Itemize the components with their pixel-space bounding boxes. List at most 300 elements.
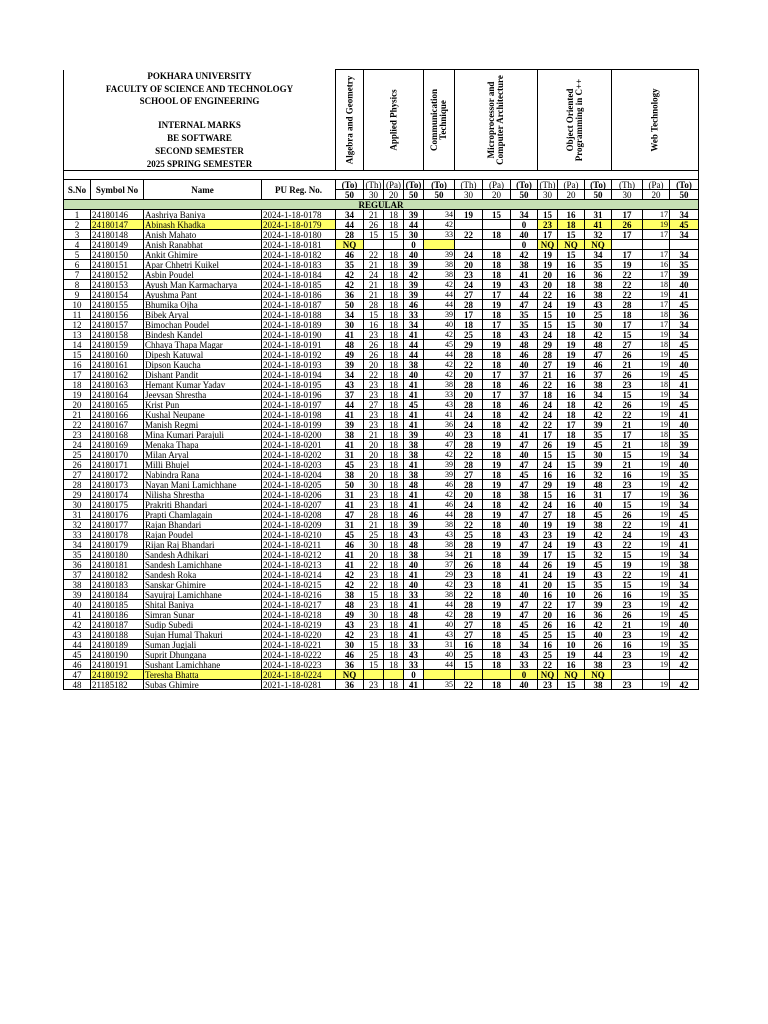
cell-ap-pa: 18	[384, 270, 404, 280]
cell-sno: 37	[64, 570, 91, 580]
cell-ap-to: 46	[404, 510, 424, 520]
cell-mc-to: 42	[511, 420, 538, 430]
cell-wt-th: 19	[612, 560, 643, 570]
cell-name: Manish Regmi	[144, 420, 262, 430]
cell-reg: 2024-1-18-0180	[262, 230, 336, 240]
cell-ct: 38	[424, 260, 455, 270]
cell-wt-to: 36	[670, 490, 699, 500]
cell-ap-th: 21	[364, 280, 384, 290]
cell-ap-to: 39	[404, 290, 424, 300]
cell-mc-pa: 18	[483, 400, 511, 410]
cell-sym: 24180189	[91, 640, 144, 650]
cell-wt-pa	[643, 670, 670, 680]
cell-reg: 2024-1-18-0199	[262, 420, 336, 430]
table-row	[64, 650, 699, 660]
cell-ap-pa: 18	[384, 520, 404, 530]
cell-name: Abinash Khadka	[144, 220, 262, 230]
cell-ag: 50	[336, 300, 364, 310]
cell-wt-th: 23	[612, 650, 643, 660]
table-row	[64, 440, 699, 450]
cell-wt-to: 34	[670, 320, 699, 330]
cell-reg: 2024-1-18-0216	[262, 590, 336, 600]
cell-wt-pa: 19	[643, 370, 670, 380]
cell-sno: 39	[64, 590, 91, 600]
cell-ap-th: 21	[364, 260, 384, 270]
cell-mc-to: 47	[511, 300, 538, 310]
cell-ap-th: 15	[364, 590, 384, 600]
cell-mc-pa: 18	[483, 310, 511, 320]
cell-wt-to: 35	[670, 640, 699, 650]
col-pa: (Pa)	[483, 180, 511, 190]
cell-ap-pa: 18	[384, 320, 404, 330]
cell-oo-th: 25	[538, 650, 558, 660]
cell-oo-th: 20	[538, 270, 558, 280]
cell-ap-pa: 18	[384, 350, 404, 360]
cell-ag: 42	[336, 270, 364, 280]
cell-ct: 42	[424, 280, 455, 290]
cell-wt-th: 27	[612, 340, 643, 350]
cell-mc-pa: 19	[483, 540, 511, 550]
cell-mc-th: 28	[455, 540, 483, 550]
cell-ap-pa: 18	[384, 290, 404, 300]
table-row	[64, 420, 699, 430]
cell-ct: 38	[424, 540, 455, 550]
cell-wt-pa: 17	[643, 300, 670, 310]
cell-reg: 2024-1-18-0186	[262, 290, 336, 300]
cell-mc-to: 37	[511, 370, 538, 380]
cell-wt-to: 43	[670, 530, 699, 540]
col-to: (To)	[404, 180, 424, 190]
cell-ag: 50	[336, 480, 364, 490]
cell-oo-to: NQ	[585, 670, 612, 680]
cell-name: Asbin Poudel	[144, 270, 262, 280]
cell-mc-to: 40	[511, 520, 538, 530]
cell-wt-to: 45	[670, 400, 699, 410]
cell-wt-th: 16	[612, 470, 643, 480]
cell-sno: 10	[64, 300, 91, 310]
cell-ct: 44	[424, 290, 455, 300]
cell-sno: 19	[64, 390, 91, 400]
cell-mc-th: 20	[455, 390, 483, 400]
cell-ap-th: 23	[364, 420, 384, 430]
cell-reg: 2024-1-18-0196	[262, 390, 336, 400]
cell-ap-to: 41	[404, 330, 424, 340]
cell-reg: 2024-1-18-0181	[262, 240, 336, 250]
cell-mc-to: 47	[511, 540, 538, 550]
cell-wt-th: 15	[612, 550, 643, 560]
cell-oo-th: 24	[538, 300, 558, 310]
cell-ct: 40	[424, 620, 455, 630]
cell-ap-th: 23	[364, 330, 384, 340]
cell-wt-to: 34	[670, 580, 699, 590]
cell-oo-pa: 16	[558, 260, 585, 270]
cell-mc-th: 20	[455, 260, 483, 270]
table-row	[64, 290, 699, 300]
cell-ap-to: 39	[404, 520, 424, 530]
cell-oo-pa: 18	[558, 510, 585, 520]
cell-sym: 24180156	[91, 310, 144, 320]
cell-ap-pa: 18	[384, 510, 404, 520]
cell-sym: 24180175	[91, 500, 144, 510]
cell-ap-pa: 18	[384, 400, 404, 410]
table-row	[64, 510, 699, 520]
cell-mc-to: 43	[511, 280, 538, 290]
cell-ct: 39	[424, 250, 455, 260]
cell-oo-to: 45	[585, 440, 612, 450]
cell-sym: 24180180	[91, 550, 144, 560]
cell-sym: 24180179	[91, 540, 144, 550]
cell-reg: 2024-1-18-0194	[262, 370, 336, 380]
cell-reg: 2024-1-18-0224	[262, 670, 336, 680]
cell-mc-th: 23	[455, 270, 483, 280]
cell-ap-to: 48	[404, 610, 424, 620]
cell-name: Ayush Man Karmacharya	[144, 280, 262, 290]
cell-wt-pa: 19	[643, 680, 670, 690]
cell-name: Shital Baniya	[144, 600, 262, 610]
cell-oo-pa: 16	[558, 470, 585, 480]
cell-ct: 44	[424, 600, 455, 610]
cell-ct: 42	[424, 580, 455, 590]
table-row	[64, 320, 699, 330]
cell-oo-th: 15	[538, 490, 558, 500]
col-th: (Th)	[455, 180, 483, 190]
cell-mc-to: 43	[511, 650, 538, 660]
cell-ct: 45	[424, 340, 455, 350]
cell-ct: 38	[424, 380, 455, 390]
cell-mc-th: 23	[455, 570, 483, 580]
cell-ap-pa: 18	[384, 490, 404, 500]
cell-mc-to: 44	[511, 560, 538, 570]
cell-sno: 38	[64, 580, 91, 590]
cell-sno: 25	[64, 450, 91, 460]
cell-ag: 46	[336, 540, 364, 550]
cell-reg: 2024-1-18-0184	[262, 270, 336, 280]
cell-sno: 14	[64, 340, 91, 350]
cell-wt-th: 23	[612, 630, 643, 640]
cell-sym: 24180158	[91, 330, 144, 340]
cell-oo-th: 16	[538, 640, 558, 650]
cell-ap-pa: 18	[384, 280, 404, 290]
cell-mc-th: 18	[455, 320, 483, 330]
cell-wt-pa: 19	[643, 500, 670, 510]
cell-oo-to: 45	[585, 560, 612, 570]
cell-reg: 2024-1-18-0202	[262, 450, 336, 460]
cell-oo-th: 20	[538, 610, 558, 620]
cell-oo-pa: 16	[558, 370, 585, 380]
cell-oo-th: 29	[538, 480, 558, 490]
table-row	[64, 660, 699, 670]
cell-reg: 2024-1-18-0219	[262, 620, 336, 630]
cell-ap-to: 39	[404, 260, 424, 270]
cell-oo-pa: 19	[558, 530, 585, 540]
cell-mc-th: 24	[455, 500, 483, 510]
cell-mc-th	[455, 220, 483, 230]
faculty-name: FACULTY OF SCIENCE AND TECHNOLOGY	[64, 82, 336, 95]
cell-sym: 24180170	[91, 450, 144, 460]
cell-wt-to: 34	[670, 250, 699, 260]
cell-sym: 24180163	[91, 380, 144, 390]
cell-mc-th: 29	[455, 340, 483, 350]
cell-wt-pa: 19	[643, 350, 670, 360]
cell-sym: 24180182	[91, 570, 144, 580]
cell-oo-to: 40	[585, 500, 612, 510]
cell-mc-to: 43	[511, 530, 538, 540]
cell-ap-th: 21	[364, 430, 384, 440]
cell-oo-pa: 18	[558, 430, 585, 440]
cell-ap-pa: 18	[384, 530, 404, 540]
cell-wt-pa: 17	[643, 270, 670, 280]
cell-ct	[424, 670, 455, 680]
cell-oo-th: 29	[538, 340, 558, 350]
col-to: (To)	[670, 180, 699, 190]
cell-ap-to: 41	[404, 420, 424, 430]
cell-mc-pa: 18	[483, 260, 511, 270]
cell-oo-to: 39	[585, 600, 612, 610]
cell-oo-th: 20	[538, 280, 558, 290]
cell-reg: 2024-1-18-0205	[262, 480, 336, 490]
cell-wt-to: 35	[670, 430, 699, 440]
cell-oo-pa: 19	[558, 300, 585, 310]
max-marks: 50	[336, 190, 364, 200]
cell-mc-pa: 18	[483, 660, 511, 670]
cell-ap-to: 38	[404, 550, 424, 560]
cell-wt-pa: 19	[643, 410, 670, 420]
cell-name: Chhaya Thapa Magar	[144, 340, 262, 350]
table-row	[64, 310, 699, 320]
cell-oo-to: 42	[585, 400, 612, 410]
cell-oo-to: 39	[585, 420, 612, 430]
cell-ap-th: 23	[364, 490, 384, 500]
cell-ct: 42	[424, 360, 455, 370]
cell-wt-to: 40	[670, 280, 699, 290]
cell-sno: 40	[64, 600, 91, 610]
table-row	[64, 360, 699, 370]
cell-mc-th: 25	[455, 650, 483, 660]
cell-mc-to: 40	[511, 230, 538, 240]
cell-oo-th: 19	[538, 260, 558, 270]
cell-name: Hemant Kumar Yadav	[144, 380, 262, 390]
cell-ap-th: 22	[364, 580, 384, 590]
cell-mc-pa: 17	[483, 320, 511, 330]
cell-oo-to: 31	[585, 490, 612, 500]
cell-mc-to: 47	[511, 480, 538, 490]
cell-oo-to: 39	[585, 460, 612, 470]
cell-ap-pa: 18	[384, 360, 404, 370]
cell-wt-th: 26	[612, 370, 643, 380]
cell-sno: 11	[64, 310, 91, 320]
cell-oo-to: 37	[585, 370, 612, 380]
cell-oo-th: 24	[538, 330, 558, 340]
cell-mc-pa: 19	[483, 460, 511, 470]
cell-ag: 36	[336, 660, 364, 670]
cell-wt-to: 41	[670, 380, 699, 390]
cell-oo-pa: 19	[558, 350, 585, 360]
cell-oo-to: 38	[585, 660, 612, 670]
cell-mc-pa: 18	[483, 580, 511, 590]
cell-wt-th: 22	[612, 280, 643, 290]
cell-oo-th: 16	[538, 470, 558, 480]
cell-ap-th: 21	[364, 290, 384, 300]
cell-ap-pa: 18	[384, 460, 404, 470]
cell-mc-to: 46	[511, 350, 538, 360]
max-marks: 30	[612, 190, 643, 200]
cell-oo-to: 25	[585, 310, 612, 320]
cell-sym: 24180147	[91, 220, 144, 230]
cell-mc-th: 24	[455, 410, 483, 420]
university-name: POKHARA UNIVERSITY	[64, 70, 336, 83]
table-row	[64, 490, 699, 500]
cell-wt-th: 21	[612, 440, 643, 450]
cell-ct: 29	[424, 570, 455, 580]
cell-wt-th: 26	[612, 400, 643, 410]
cell-sym: 24180173	[91, 480, 144, 490]
cell-ag: NQ	[336, 240, 364, 250]
cell-sno: 34	[64, 540, 91, 550]
cell-ct: 44	[424, 510, 455, 520]
cell-wt-th: 26	[612, 220, 643, 230]
cell-wt-to: 34	[670, 390, 699, 400]
cell-ag: 30	[336, 320, 364, 330]
cell-oo-th: 18	[538, 390, 558, 400]
cell-ap-th: 21	[364, 210, 384, 220]
cell-mc-th: 16	[455, 640, 483, 650]
cell-name: Sanskar Ghimire	[144, 580, 262, 590]
cell-wt-pa: 16	[643, 260, 670, 270]
cell-wt-to: 40	[670, 420, 699, 430]
max-marks: 30	[455, 190, 483, 200]
table-row	[64, 280, 699, 290]
cell-ap-th: 16	[364, 320, 384, 330]
subject-web-technology: Web Technology	[612, 70, 699, 171]
cell-wt-th: 15	[612, 330, 643, 340]
cell-mc-to: 42	[511, 410, 538, 420]
subject-microprocessor: Microprocessor and Computer Architecture	[455, 70, 538, 171]
max-marks: 30	[538, 190, 558, 200]
cell-ap-th: 27	[364, 400, 384, 410]
cell-mc-to: 39	[511, 550, 538, 560]
cell-wt-to: 40	[670, 620, 699, 630]
cell-mc-pa: 18	[483, 520, 511, 530]
cell-oo-th: 24	[538, 400, 558, 410]
cell-mc-th: 28	[455, 480, 483, 490]
cell-ct: 43	[424, 400, 455, 410]
table-row	[64, 370, 699, 380]
cell-oo-to: 38	[585, 290, 612, 300]
cell-ag: 34	[336, 210, 364, 220]
cell-wt-th: 15	[612, 450, 643, 460]
cell-oo-pa: 15	[558, 320, 585, 330]
cell-ag: 48	[336, 600, 364, 610]
cell-sno: 46	[64, 660, 91, 670]
cell-wt-pa: 19	[643, 630, 670, 640]
cell-mc-to: 41	[511, 580, 538, 590]
cell-ag: 31	[336, 490, 364, 500]
cell-oo-to: 34	[585, 390, 612, 400]
cell-mc-to: 33	[511, 660, 538, 670]
cell-wt-to: 45	[670, 510, 699, 520]
cell-ag: 41	[336, 560, 364, 570]
cell-ct: 46	[424, 500, 455, 510]
cell-sym: 24180154	[91, 290, 144, 300]
cell-ag: 36	[336, 680, 364, 690]
cell-mc-th: 22	[455, 360, 483, 370]
cell-ap-to: 44	[404, 220, 424, 230]
cell-ap-to: 41	[404, 460, 424, 470]
cell-reg: 2024-1-18-0214	[262, 570, 336, 580]
table-row	[64, 480, 699, 490]
cell-wt-to: 34	[670, 230, 699, 240]
cell-ap-pa: 18	[384, 600, 404, 610]
cell-ap-to: 42	[404, 270, 424, 280]
cell-oo-th: 22	[538, 380, 558, 390]
cell-mc-to: 48	[511, 340, 538, 350]
cell-wt-to: 42	[670, 600, 699, 610]
cell-wt-th: 23	[612, 380, 643, 390]
cell-reg: 2024-1-18-0185	[262, 280, 336, 290]
cell-mc-th: 28	[455, 460, 483, 470]
cell-sym: 24180165	[91, 400, 144, 410]
cell-oo-pa: 18	[558, 400, 585, 410]
cell-ct: 43	[424, 630, 455, 640]
cell-ag: 46	[336, 250, 364, 260]
cell-wt-pa: 19	[643, 390, 670, 400]
cell-ct: 31	[424, 640, 455, 650]
cell-wt-to: 42	[670, 650, 699, 660]
table-row	[64, 390, 699, 400]
cell-reg: 2024-1-18-0217	[262, 600, 336, 610]
cell-ag: 37	[336, 390, 364, 400]
cell-ap-pa: 18	[384, 570, 404, 580]
cell-reg: 2024-1-18-0222	[262, 650, 336, 660]
cell-mc-to: 41	[511, 270, 538, 280]
cell-ap-to: 39	[404, 280, 424, 290]
cell-oo-to: 43	[585, 570, 612, 580]
cell-wt-pa: 19	[643, 360, 670, 370]
cell-wt-pa: 18	[643, 380, 670, 390]
cell-ct: 44	[424, 350, 455, 360]
cell-name: Dipson Kaucha	[144, 360, 262, 370]
cell-oo-pa: 16	[558, 380, 585, 390]
max-marks: 30	[364, 190, 384, 200]
cell-ct: 38	[424, 520, 455, 530]
cell-name: Aashriya Baniya	[144, 210, 262, 220]
cell-ap-to: 38	[404, 440, 424, 450]
cell-wt-to: 34	[670, 550, 699, 560]
cell-mc-th: 24	[455, 420, 483, 430]
table-row	[64, 640, 699, 650]
cell-ap-pa: 18	[384, 440, 404, 450]
cell-oo-pa: 16	[558, 270, 585, 280]
cell-reg: 2024-1-18-0193	[262, 360, 336, 370]
cell-mc-pa: 18	[483, 350, 511, 360]
cell-wt-to: 45	[670, 350, 699, 360]
cell-ap-pa: 18	[384, 590, 404, 600]
cell-ct: 33	[424, 230, 455, 240]
cell-sym: 24180190	[91, 650, 144, 660]
cell-ap-pa: 18	[384, 660, 404, 670]
cell-oo-th: 22	[538, 600, 558, 610]
cell-oo-to: 35	[585, 260, 612, 270]
cell-sym: 24180184	[91, 590, 144, 600]
cell-mc-pa: 18	[483, 430, 511, 440]
cell-wt-to: 41	[670, 570, 699, 580]
cell-wt-to: 34	[670, 210, 699, 220]
cell-ct: 33	[424, 390, 455, 400]
cell-oo-th: 24	[538, 460, 558, 470]
cell-ap-to: 46	[404, 300, 424, 310]
cell-wt-th: 23	[612, 680, 643, 690]
cell-mc-pa: 18	[483, 560, 511, 570]
